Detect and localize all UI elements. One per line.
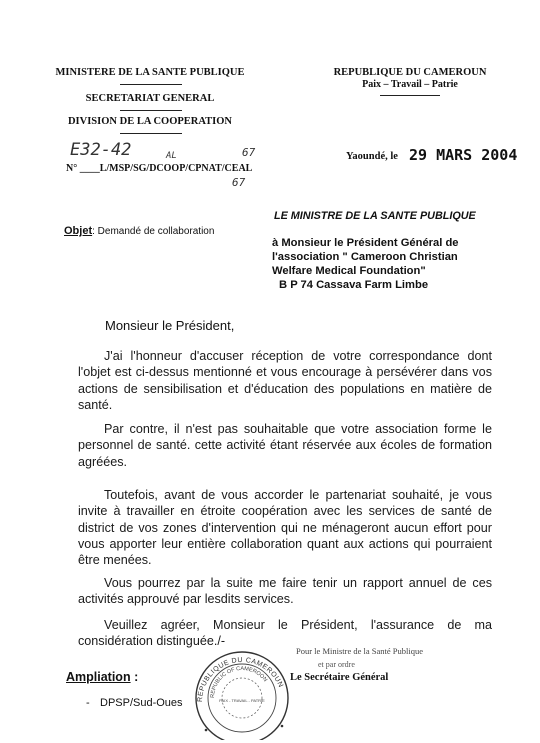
body-paragraph: Vous pourrez par la suite me faire tenir un rapport annuel de ces activités approuvé par lesdits services. bbox=[78, 576, 492, 607]
date-place: Yaoundé, le bbox=[346, 151, 398, 162]
signature-line: et par ordre bbox=[318, 660, 355, 669]
handwritten-mark: AL bbox=[166, 151, 177, 161]
object-label: Objet bbox=[64, 225, 93, 237]
seal-motto: PAIX - TRAVAIL - PATRIE bbox=[219, 698, 265, 703]
reference-number: ____L/MSP/SG/DCOOP/CPNAT/CEAL bbox=[79, 163, 253, 174]
recipient-line: l'association " Cameroon Christian bbox=[272, 251, 458, 263]
header-rule bbox=[120, 133, 182, 134]
ampliation-colon: : bbox=[134, 670, 139, 684]
salutation: Monsieur le Président, bbox=[105, 318, 235, 333]
recipient-line: à Monsieur le Président Général de bbox=[272, 237, 459, 249]
division-name: DIVISION DE LA COOPERATION bbox=[67, 116, 233, 127]
ampliation-item: - DPSP/Sud-Oues bbox=[86, 697, 183, 709]
handwritten-reference: E32-42 bbox=[70, 140, 132, 160]
handwritten-mark: 67 bbox=[232, 176, 246, 189]
reference-prefix: N° bbox=[66, 163, 78, 174]
seal-outer-text: REPUBLIQUE DU CAMEROUN bbox=[196, 656, 285, 703]
recipient-line: Welfare Medical Foundation" bbox=[272, 265, 426, 277]
signatory-title: Le Secrétaire Général bbox=[290, 672, 389, 683]
body-paragraph: Par contre, il n'est pas souhaitable que votre association forme le personnel de santé. cette activité étant réservée aux écoles de formation agréées. bbox=[78, 422, 492, 469]
body-paragraph: Veuillez agréer, Monsieur le Président, l'assurance de ma considération distinguée./- bbox=[78, 618, 492, 649]
recipient-line: B P 74 Cassava Farm Limbe bbox=[279, 279, 429, 291]
sender: LE MINISTRE DE LA SANTE PUBLIQUE bbox=[274, 210, 476, 222]
ampliation-label: Ampliation bbox=[66, 670, 131, 684]
seal-inner-text: REPUBLIC OF CAMEROON bbox=[209, 665, 269, 699]
date-value: 29 MARS 2004 bbox=[409, 146, 518, 164]
header-rule bbox=[120, 84, 182, 85]
republic-name: REPUBLIQUE DU CAMEROUN bbox=[333, 67, 487, 78]
republic-motto: Paix – Travail – Patrie bbox=[362, 79, 458, 90]
ampliation-item-text: DPSP/Sud-Oues bbox=[100, 697, 183, 709]
official-seal bbox=[186, 640, 296, 740]
body-paragraph: J'ai l'honneur d'accuser réception de votre correspondance dont l'objet est ci-dessus mentionné et vous encourage à persévérer dans vos actions de sensibilisation et d'éducation des populations en matière de santé. bbox=[78, 349, 492, 412]
header-rule bbox=[380, 95, 440, 96]
ministry-name: MINISTERE DE LA SANTE PUBLIQUE bbox=[55, 67, 245, 78]
handwritten-mark: 67 bbox=[242, 146, 256, 159]
object-text: : Demandé de collaboration bbox=[92, 226, 215, 237]
secretariat-name: SECRETARIAT GENERAL bbox=[85, 93, 215, 104]
header-rule bbox=[120, 110, 182, 111]
object-line bbox=[64, 225, 214, 237]
ampliation-heading bbox=[66, 670, 138, 684]
signature-line: Pour le Ministre de la Santé Publique bbox=[296, 646, 424, 656]
reference-line bbox=[66, 163, 252, 174]
body-paragraph: Toutefois, avant de vous accorder le partenariat souhaité, je vous invite à travailler en étroite coopération avec les services de santé de district de vos zones d'intervention qui ne ménageront aucun effort pour vous apporter leur entière collaboration quant aux actions qui pourraient être menées. bbox=[78, 488, 492, 568]
